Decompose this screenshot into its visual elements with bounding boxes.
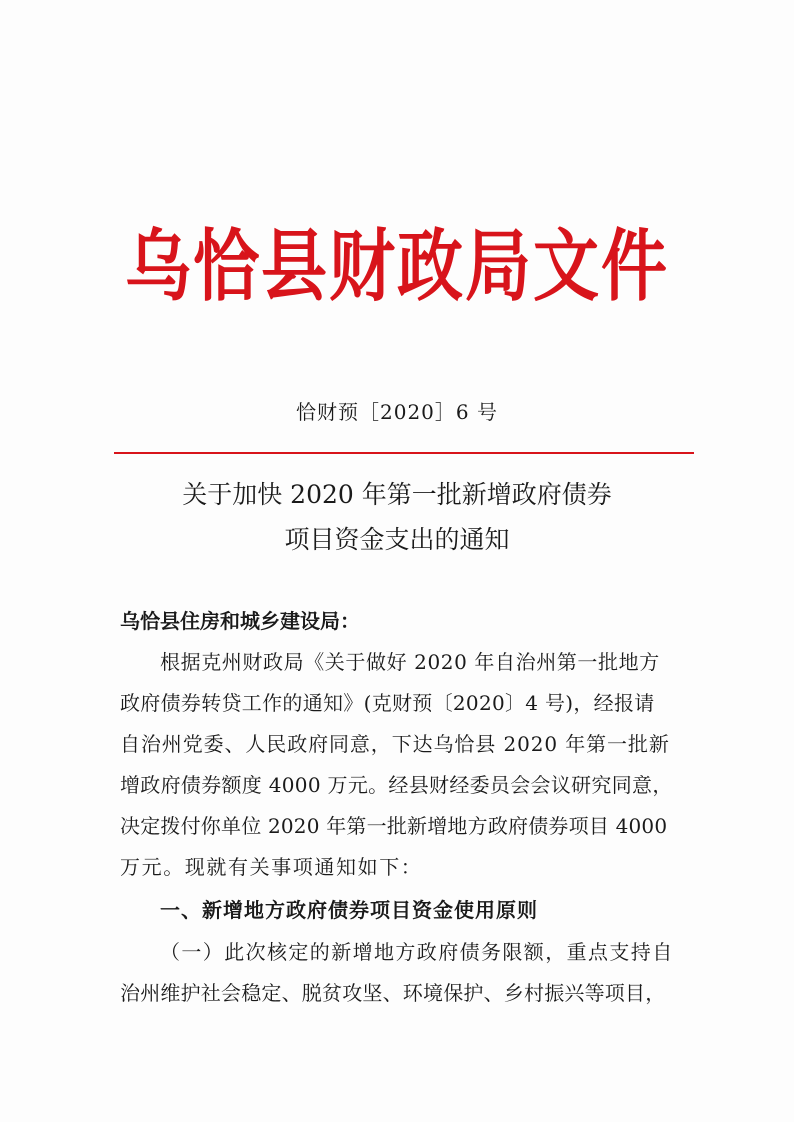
section-heading: 一、新增地方政府债券项目资金使用原则 [160, 898, 538, 922]
document-title-line-2: 项目资金支出的通知 [284, 525, 510, 554]
recipient-line: 乌恰县住房和城乡建设局： [120, 609, 360, 633]
body-line-3: 自治州党委、人民政府同意，下达乌恰县 2020 年第一批新 [120, 732, 670, 756]
body-line-4: 增政府债券额度 4000 万元。经县财经委员会会议研究同意， [120, 773, 673, 797]
section-line-2: 治州维护社会稳定、脱贫攻坚、环境保护、乡村振兴等项目， [120, 981, 666, 1005]
document-title-line-1: 关于加快 2020 年第一批新增政府债券 [182, 480, 612, 509]
red-divider-line [114, 452, 694, 454]
body-line-1: 根据克州财政局《关于做好 2020 年自治州第一批地方 [160, 650, 660, 674]
document-number: 恰财预［2020］6 号 [296, 400, 498, 424]
body-line-5: 决定拨付你单位 2020 年第一批新增地方政府债券项目 4000 [120, 814, 668, 838]
document-masthead: 乌恰县财政局文件 [125, 220, 669, 312]
body-line-6: 万元。现就有关事项通知如下： [120, 855, 423, 879]
section-line-1: （一）此次核定的新增地方政府债务限额，重点支持自 [160, 940, 674, 964]
body-line-2: 政府债券转贷工作的通知》(克财预〔2020〕4 号)，经报请 [120, 691, 655, 715]
